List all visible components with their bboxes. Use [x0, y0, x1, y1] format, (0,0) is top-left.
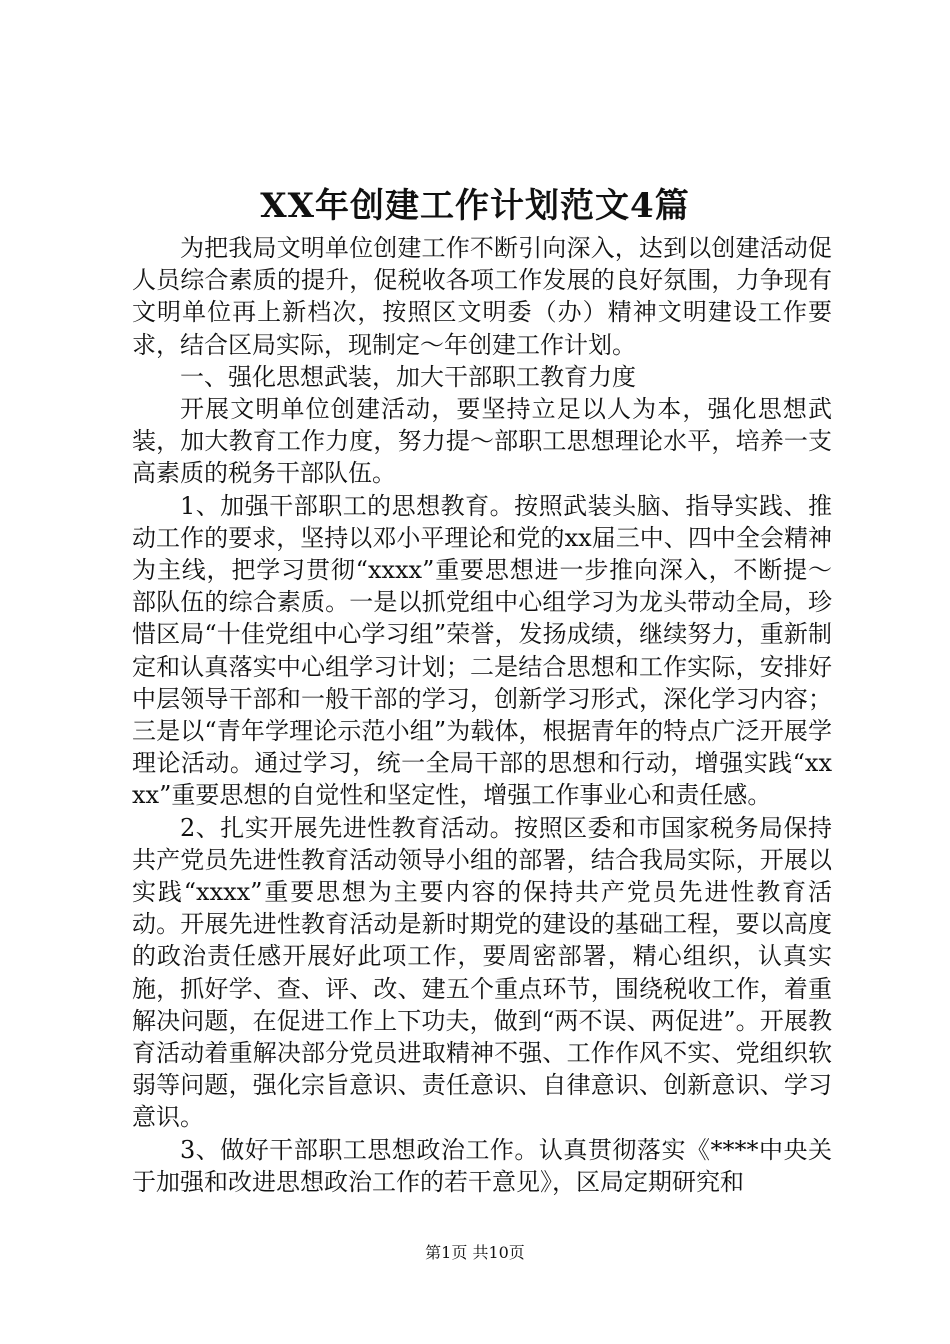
page-number-footer: 第1页 共10页 — [425, 1243, 525, 1262]
section-heading-1: 一、强化思想武装，加大干部职工教育力度 — [180, 362, 636, 391]
paragraph-item-3: 3、做好干部职工思想政治工作。认真贯彻落实《****中央关于加强和改进思想政治工作的若干意见》，区局定期研究和 — [132, 1135, 832, 1196]
document-title: XX年创建工作计划范文4篇 — [260, 186, 690, 226]
document-body — [132, 232, 832, 1198]
paragraph-intro: 为把我局文明单位创建工作不断引向深入，达到以创建活动促人员综合素质的提升，促税收各项工作发展的良好氛围，力争现有文明单位再上新档次，按照区文明委（办）精神文明建设工作要求，结合区局实际，现制定～年创建工作计划。 — [132, 234, 832, 359]
paragraph-item-1: 1、加强干部职工的思想教育。按照武装头脑、指导实践、推动工作的要求，坚持以邓小平理论和党的xx届三中、四中全会精神为主线，把学习贯彻“xxxx”重要思想进一步推向深入，不断提～部队伍的综合素质。一是以抓党组中心组学习为龙头带动全局，珍惜区局“十佳党组中心学习组”荣誉，发扬成绩，继续努力，重新制定和认真落实中心组学习计划；二是结合思想和工作实际，安排好中层领导干部和一般干部的学习，创新学习形式，深化学习内容；三是以“青年学理论示范小组”为载体，根据青年的特点广泛开展学理论活动。通过学习，统一全局干部的思想和行动，增强实践“xxxx”重要思想的自觉性和坚定性，增强工作事业心和责任感。 — [132, 491, 832, 810]
paragraph-section-1-intro: 开展文明单位创建活动，要坚持立足以人为本，强化思想武装，加大教育工作力度，努力提～部职工思想理论水平，培养一支高素质的税务干部队伍。 — [132, 395, 832, 488]
paragraph-item-2: 2、扎实开展先进性教育活动。按照区委和市国家税务局保持共产党员先进性教育活动领导小组的部署，结合我局实际，开展以实践“xxxx”重要思想为主要内容的保持共产党员先进性教育活动。开展先进性教育活动是新时期党的建设的基础工程，要以高度的政治责任感开展好此项工作，要周密部署，精心组织，认真实施，抓好学、查、评、改、建五个重点环节，围绕税收工作，着重解决问题，在促进工作上下功夫，做到“两不误、两促进”。开展教育活动着重解决部分党员进取精神不强、工作作风不实、党组织软弱等问题，强化宗旨意识、责任意识、自律意识、创新意识、学习意识。 — [132, 813, 832, 1132]
